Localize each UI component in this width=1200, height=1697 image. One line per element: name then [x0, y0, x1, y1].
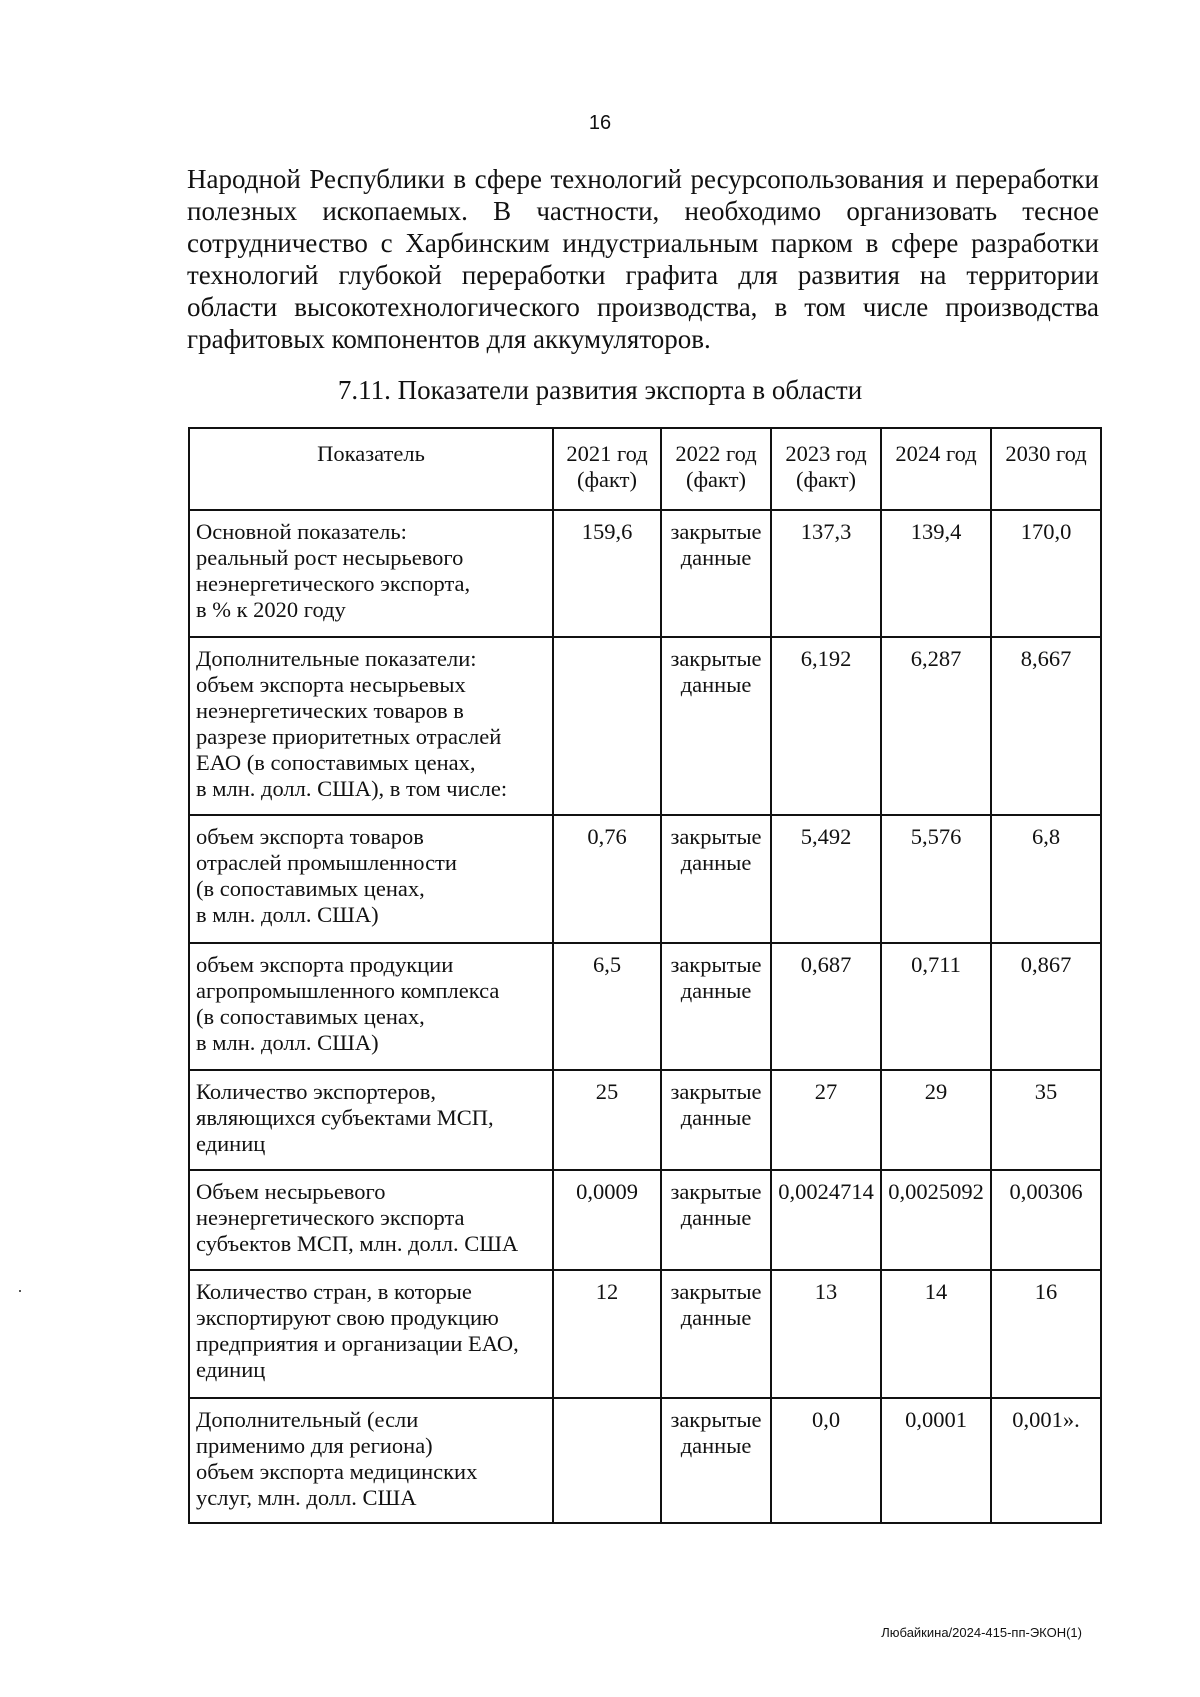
table-title: 7.11. Показатели развития экспорта в области	[337, 375, 863, 405]
value-2023: 137,3	[771, 510, 881, 637]
row-indicator: объем экспорта товаров отраслей промышленности (в сопоставимых ценах, в млн. долл. США)	[189, 815, 553, 943]
value-2023: 13	[771, 1270, 881, 1398]
value-2022: закрытые данные	[661, 943, 771, 1070]
value-2021: 6,5	[553, 943, 661, 1070]
header-2024: 2024 год	[881, 428, 991, 510]
value-2022: закрытые данные	[661, 1070, 771, 1170]
value-2024: 139,4	[881, 510, 991, 637]
value-2021	[553, 637, 661, 815]
value-2030: 0,00306	[991, 1170, 1101, 1270]
value-2024: 0,711	[881, 943, 991, 1070]
table-row	[189, 637, 1101, 815]
value-2030: 6,8	[991, 815, 1101, 943]
table-row	[189, 943, 1101, 1070]
value-2023: 27	[771, 1070, 881, 1170]
value-2022: закрытые данные	[661, 1170, 771, 1270]
row-indicator: Дополнительный (если применимо для региона) объем экспорта медицинских услуг, млн. долл. США	[189, 1398, 553, 1523]
value-2024: 6,287	[881, 637, 991, 815]
value-2030: 0,001».	[991, 1398, 1101, 1523]
value-2030: 16	[991, 1270, 1101, 1398]
value-2030: 0,867	[991, 943, 1101, 1070]
table-row	[189, 815, 1101, 943]
value-2022: закрытые данные	[661, 815, 771, 943]
row-indicator: Объем несырьевого неэнергетического экспорта субъектов МСП, млн. долл. США	[189, 1170, 553, 1270]
table-row	[189, 1398, 1101, 1523]
intro-paragraph: Народной Республики в сфере технологий ресурсопользования и переработки полезных ископаемых. В частности, необходимо организовать тесное сотрудничество с Харбинским индустриальным парком в сфере разработки технологий глубокой переработки графита для развития на территории области высокотехнологического производства, в том числе производства графитовых компонентов для аккумуляторов.	[187, 164, 1099, 354]
row-indicator: объем экспорта продукции агропромышленного комплекса (в сопоставимых ценах, в млн. долл. США)	[189, 943, 553, 1070]
value-2024: 0,0001	[881, 1398, 991, 1523]
value-2023: 6,192	[771, 637, 881, 815]
value-2022: закрытые данные	[661, 1398, 771, 1523]
table-row	[189, 1170, 1101, 1270]
header-2022: 2022 год (факт)	[661, 428, 771, 510]
header-2023: 2023 год (факт)	[771, 428, 881, 510]
row-indicator: Дополнительные показатели: объем экспорта несырьевых неэнергетических товаров в разрезе приоритетных отраслей ЕАО (в сопоставимых ценах, в млн. долл. США), в том числе:	[189, 637, 553, 815]
value-2022: закрытые данные	[661, 510, 771, 637]
page-number: 16	[588, 112, 612, 134]
value-2021: 159,6	[553, 510, 661, 637]
value-2022: закрытые данные	[661, 1270, 771, 1398]
value-2023: 0,687	[771, 943, 881, 1070]
value-2024: 5,576	[881, 815, 991, 943]
header-2030: 2030 год	[991, 428, 1101, 510]
table-row	[189, 1270, 1101, 1398]
row-indicator: Основной показатель: реальный рост несырьевого неэнергетического экспорта, в % к 2020 году	[189, 510, 553, 637]
document-id-footer: Любайкина/2024-415-пп-ЭКОН(1)	[881, 1625, 1082, 1640]
value-2030: 35	[991, 1070, 1101, 1170]
value-2021: 25	[553, 1070, 661, 1170]
value-2022: закрытые данные	[661, 637, 771, 815]
value-2023: 0,0	[771, 1398, 881, 1523]
value-2024: 29	[881, 1070, 991, 1170]
header-2021: 2021 год (факт)	[553, 428, 661, 510]
value-2023: 0,0024714	[771, 1170, 881, 1270]
value-2021	[553, 1398, 661, 1523]
value-2023: 5,492	[771, 815, 881, 943]
row-indicator: Количество экспортеров, являющихся субъектами МСП, единиц	[189, 1070, 553, 1170]
value-2021: 0,0009	[553, 1170, 661, 1270]
value-2021: 12	[553, 1270, 661, 1398]
value-2024: 0,0025092	[881, 1170, 991, 1270]
header-indicator: Показатель	[189, 428, 553, 510]
export-indicators-table	[188, 427, 1102, 1524]
table-row	[189, 1070, 1101, 1170]
table-row	[189, 510, 1101, 637]
value-2030: 170,0	[991, 510, 1101, 637]
table-header-row	[189, 428, 1101, 510]
value-2021: 0,76	[553, 815, 661, 943]
row-indicator: Количество стран, в которые экспортируют свою продукцию предприятия и организации ЕАО, единиц	[189, 1270, 553, 1398]
value-2030: 8,667	[991, 637, 1101, 815]
value-2024: 14	[881, 1270, 991, 1398]
scan-speck	[19, 1290, 21, 1292]
